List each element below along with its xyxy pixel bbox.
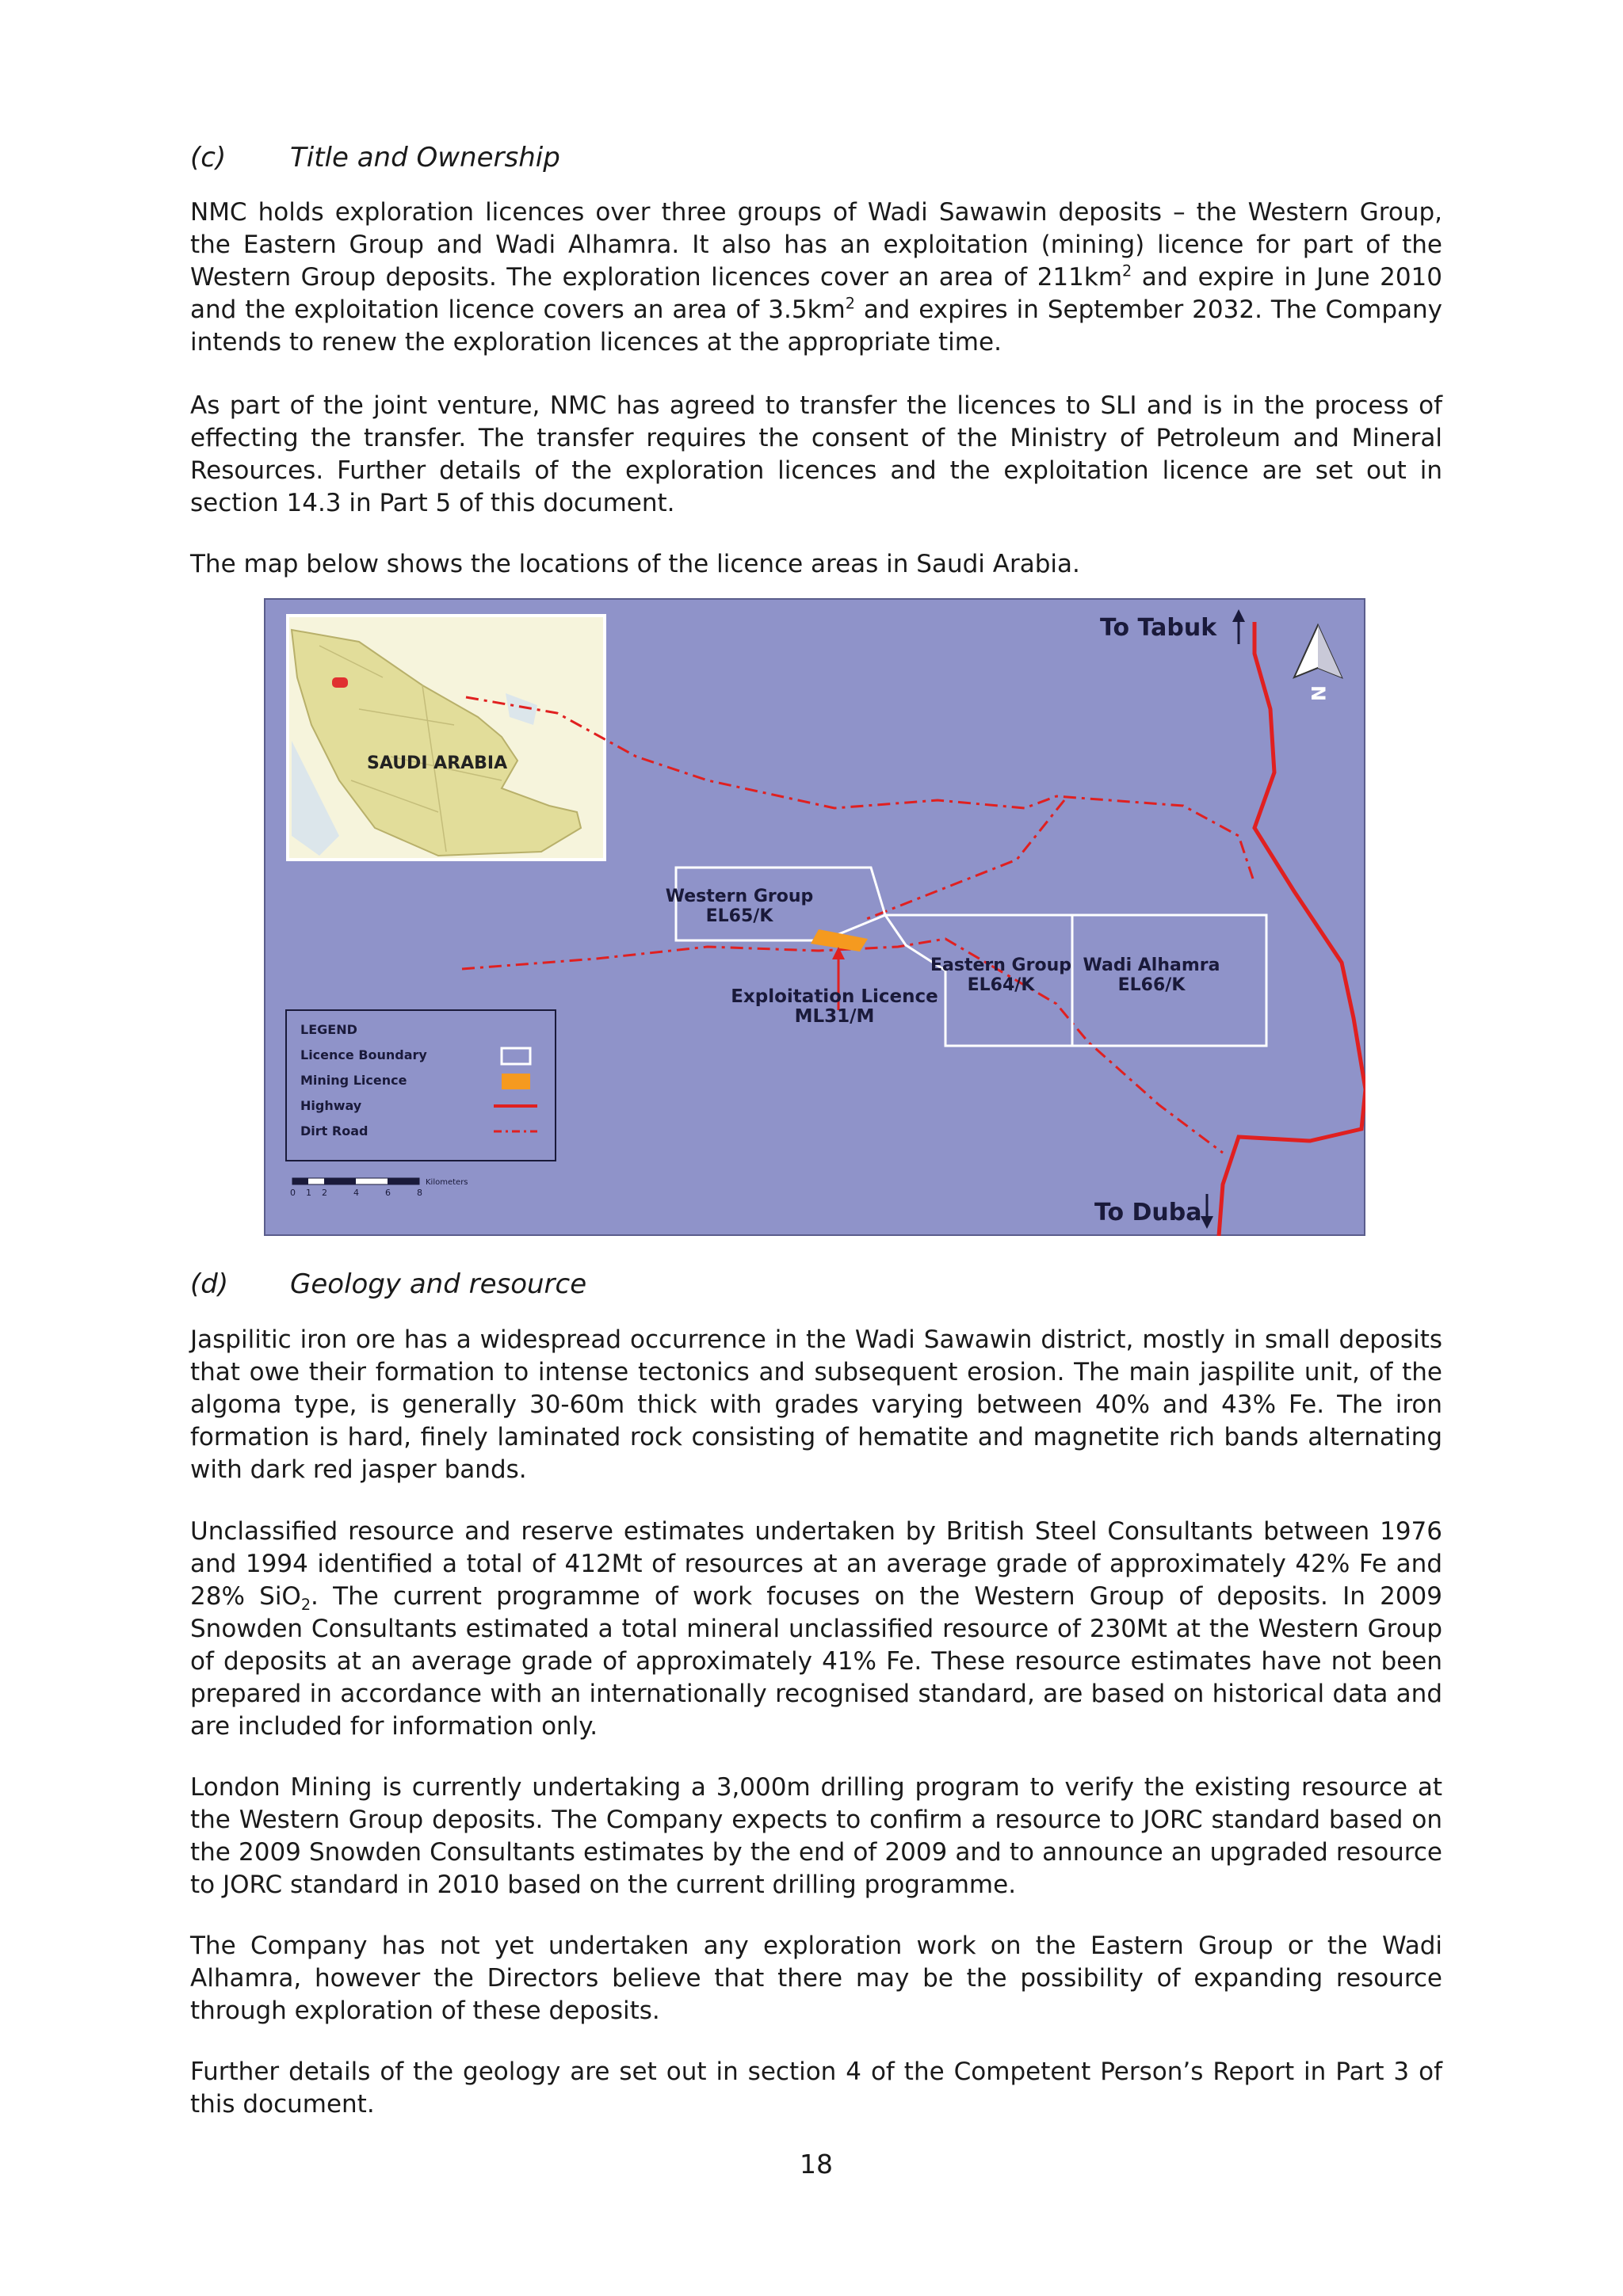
- page-number: 18: [800, 2149, 833, 2180]
- paragraph-further-details: Further details of the geology are set out in section 4 of the Competent Person’s Report in Part 3 of this document.: [190, 2058, 1442, 2119]
- paragraph-drilling-program: London Mining is currently undertaking a 3,000m drilling program to verify the existing resource at the Western Group deposits. The Company expects to confirm a resource to JORC standard based on the 2009 Snowden Consultants estimates by the end of 2009 and to announce an upgraded resource to JORC standard in 2010 based on the current drilling programme.: [190, 1773, 1442, 1899]
- eastern-group-label: Eastern Group: [930, 955, 1072, 975]
- to-tabuk-label: To Tabuk: [1100, 614, 1217, 642]
- map-legend: [286, 1010, 556, 1161]
- section-d-number: (d): [190, 1268, 229, 1300]
- paragraph-resource-estimates: [190, 1516, 1442, 1743]
- section-d-title: Geology and resource: [290, 1268, 587, 1300]
- western-group-code: EL65/K: [705, 906, 773, 926]
- subscript: 2: [300, 1596, 311, 1615]
- wadi-alhamra-label: Wadi Alhamra: [1083, 955, 1220, 975]
- paragraph-exploration-potential: The Company has not yet undertaken any exploration work on the Eastern Group or the Wadi Alhamra, however the Directors believe that there may be the possibility of expanding resource through exploration of these deposits.: [190, 1932, 1442, 2025]
- scale-tick: 4: [353, 1188, 359, 1198]
- inset-map: [288, 616, 605, 860]
- scale-tick: 8: [417, 1188, 422, 1198]
- wadi-alhamra-code: EL66/K: [1117, 975, 1186, 995]
- legend-licence-boundary: Licence Boundary: [300, 1047, 427, 1062]
- section-d-heading: [190, 1268, 586, 1301]
- licence-map: [264, 598, 1365, 1236]
- exploitation-licence-label: Exploitation Licence: [731, 986, 938, 1007]
- legend-mining-licence: Mining Licence: [300, 1073, 407, 1088]
- scale-unit: Kilometers: [426, 1178, 468, 1187]
- legend-mining-swatch: [502, 1074, 530, 1089]
- superscript: 2: [1122, 261, 1132, 280]
- legend-highway: Highway: [300, 1098, 362, 1113]
- scale-tick: 1: [306, 1188, 311, 1198]
- legend-dirt-road: Dirt Road: [300, 1123, 369, 1138]
- paragraph-text: and expires in September 2032. The Company intends to renew the exploration licences at the appropriate time.: [190, 296, 1442, 357]
- paragraph-jaspilitic-ore: Jaspilitic iron ore has a widespread occurrence in the Wadi Sawawin district, mostly in small deposits that owe their formation to intense tectonics and subsequent erosion. The main jaspilite unit, of the algoma type, is generally 30-60m thick with grades varying between 40% and 43% Fe. The iron formation is hard, finely laminated rock consisting of hematite and magnetite rich bands alternating with dark red jasper bands.: [190, 1325, 1442, 1484]
- section-c-heading: [190, 141, 560, 174]
- north-label: N: [1307, 685, 1329, 702]
- eastern-group-code: EL64/K: [967, 975, 1035, 995]
- paragraph-map-intro: The map below shows the locations of the licence areas in Saudi Arabia.: [190, 550, 1080, 578]
- scale-tick: 6: [385, 1188, 391, 1198]
- paragraph-text: . The current programme of work focuses on the Western Group of deposits. In 2009 Snowden Consultants estimated a total mineral unclassified resource of 230Mt at the Western Group of deposits at an average grade of approximately 41% Fe. These resource estimates have not been prepared in accordance with an internationally recognised standard, are based on historical data and are included for information only.: [190, 1582, 1442, 1741]
- paragraph-text: NMC holds exploration licences over three groups of Wadi Sawawin deposits – the Western Group, the Eastern Group and Wadi Alhamra. It also has an exploitation (mining) licence for part of the Western Group deposits. The exploration licences cover an area of 211km: [190, 198, 1442, 292]
- legend-title: LEGEND: [300, 1022, 357, 1037]
- section-c-title: Title and Ownership: [290, 142, 560, 174]
- section-c-number: (c): [190, 142, 227, 174]
- paragraph-title-ownership: [190, 196, 1442, 359]
- scale-tick: 2: [322, 1188, 327, 1198]
- paragraph-joint-venture: As part of the joint venture, NMC has agreed to transfer the licences to SLI and is in the process of effecting the transfer. The transfer requires the consent of the Ministry of Petroleum and Mineral Resources. Further details of the exploration licences and the exploitation licence are set out in section 14.3 in Part 5 of this document.: [190, 391, 1442, 517]
- inset-label: SAUDI ARABIA: [367, 753, 508, 773]
- to-duba-label: To Duba: [1094, 1199, 1202, 1226]
- scale-tick: 0: [290, 1188, 296, 1198]
- paragraph-text: and expire in June 2010 and the exploitation licence covers an area of 3.5km: [190, 263, 1442, 324]
- paragraph-text: Unclassified resource and reserve estimates undertaken by British Steel Consultants between 1976 and 1994 identified a total of 412Mt of resources at an average grade of approximately 42% Fe and 28% SiO: [190, 1517, 1442, 1611]
- licence-location-marker: [332, 677, 348, 688]
- superscript: 2: [845, 294, 855, 313]
- exploitation-licence-code: ML31/M: [794, 1006, 875, 1027]
- western-group-label: Western Group: [665, 887, 814, 906]
